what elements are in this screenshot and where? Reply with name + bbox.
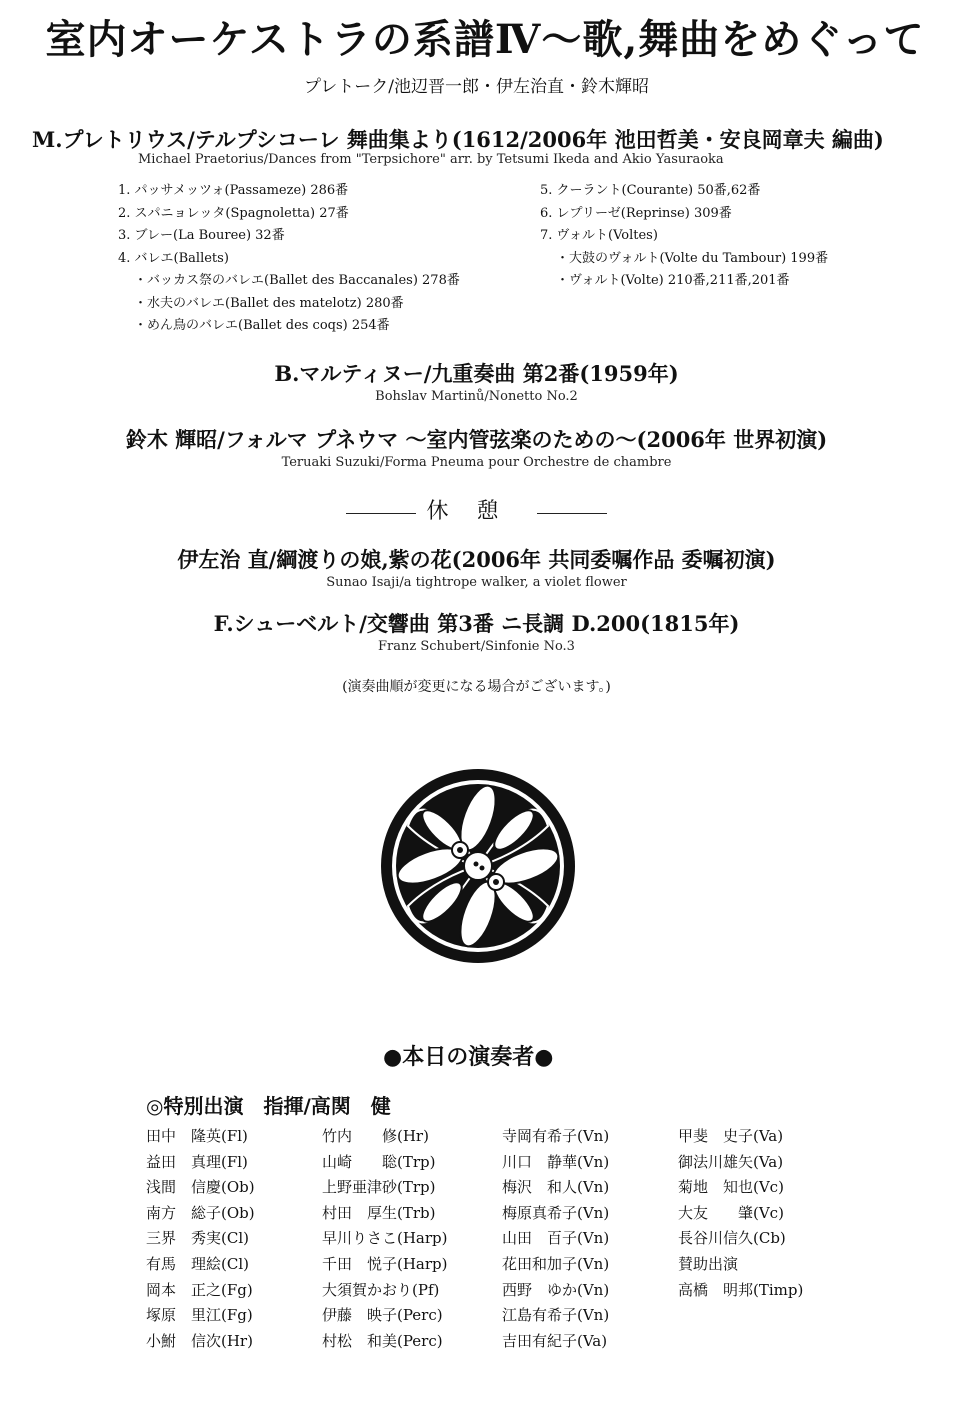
performer-name: 村松 和美(Perc): [322, 1331, 443, 1350]
performer-name: 菊地 知也(Vc): [678, 1178, 784, 1197]
divider: [537, 513, 607, 514]
piece-subtitle-praetorius: Michael Praetorius/Dances from "Terpsichore" arr. by Tetsumi Ikeda and Akio Yasuraoka: [138, 152, 724, 167]
performer-name: 大須賀かおり(Pf): [322, 1280, 440, 1299]
concert-title: 室内オーケストラの系譜Ⅳ～歌,舞曲をめぐって: [45, 16, 925, 63]
performer-name: 梅沢 和人(Vn): [502, 1178, 610, 1197]
performer-name: 有馬 理絵(Cl): [146, 1254, 249, 1273]
performer-name: 竹内 修(Hr): [322, 1127, 429, 1145]
movement-subitem: ・めん鳥のバレエ(Ballet des coqs) 254番: [134, 318, 390, 333]
movement-subitem: ・水夫のバレエ(Ballet des matelotz) 280番: [134, 295, 404, 311]
intermission-label: 休憩: [426, 499, 527, 524]
performer-name: 御法川雄矢(Va): [678, 1152, 784, 1171]
performer-name: 塚原 里江(Fg): [146, 1306, 253, 1325]
piece-title-isaji: 伊左治 直/綱渡りの娘,紫の花(2006年 共同委嘱作品 委嘱初演): [177, 547, 776, 572]
performer-column-1: [146, 1124, 255, 1354]
piece-subtitle-martinu: Bohslav Martinů/Nonetto No.2: [375, 389, 578, 404]
movement-item: 4. バレエ(Ballets): [118, 250, 229, 266]
performer-name: 高橋 明邦(Timp): [678, 1280, 804, 1299]
order-change-note: (演奏曲順が変更になる場合がございます。): [342, 679, 611, 695]
movement-subitem: ・バッカス祭のバレエ(Ballet des Baccanales) 278番: [134, 273, 460, 288]
performer-name: 田中 隆英(Fl): [146, 1127, 248, 1145]
divider: [346, 513, 416, 514]
piece-title-martinu: B.マルティヌー/九重奏曲 第2番(1959年): [274, 361, 679, 386]
special-guest: ◎特別出演 指揮/高関 健: [146, 1094, 391, 1118]
performer-name: 長谷川信久(Cb): [678, 1229, 786, 1248]
performers-heading: ●本日の演奏者●: [383, 1044, 554, 1070]
performer-name: 南方 総子(Ob): [146, 1203, 255, 1222]
performer-name: 浅間 信慶(Ob): [146, 1178, 255, 1197]
movement-item: 6. レプリーゼ(Reprinse) 309番: [540, 205, 732, 221]
piece-subtitle-suzuki: Teruaki Suzuki/Forma Pneuma pour Orchestre de chambre: [281, 455, 672, 470]
performer-name: 梅原真希子(Vn): [502, 1203, 610, 1222]
movement-item: 7. ヴォルト(Voltes): [540, 228, 658, 243]
movement-item: 1. パッサメッツォ(Passameze) 286番: [118, 183, 349, 198]
performer-name: 吉田有紀子(Va): [502, 1331, 608, 1350]
performer-name: 伊藤 映子(Perc): [322, 1306, 443, 1325]
piece-title-praetorius: M.プレトリウス/テルプシコーレ 舞曲集より(1612/2006年 池田哲美・安良岡章夫 編曲): [32, 127, 884, 152]
performer-name: 早川りさこ(Harp): [322, 1229, 448, 1248]
floral-emblem: [378, 766, 578, 966]
performer-name: 西野 ゆか(Vn): [502, 1280, 610, 1299]
performer-name: 岡本 正之(Fg): [146, 1280, 253, 1299]
performer-name: 村田 厚生(Trb): [322, 1203, 436, 1222]
piece-title-suzuki: 鈴木 輝昭/フォルマ プネウマ ～室内管弦楽のための～(2006年 世界初演): [125, 427, 828, 452]
movement-item: 2. スパニョレッタ(Spagnoletta) 27番: [118, 205, 349, 221]
movement-item: 5. クーラント(Courante) 50番,62番: [540, 183, 761, 198]
movement-item: 3. ブレー(La Bouree) 32番: [118, 228, 285, 243]
piece-subtitle-isaji: Sunao Isaji/a tightrope walker, a violet flower: [326, 575, 627, 590]
performer-name: 甲斐 史子(Va): [678, 1127, 784, 1145]
performer-name: 川口 静華(Vn): [502, 1152, 610, 1171]
performer-name: 小鮒 信次(Hr): [146, 1331, 253, 1350]
movement-list-right: [540, 180, 828, 293]
piece-subtitle-schubert: Franz Schubert/Sinfonie No.3: [378, 639, 575, 654]
performer-name: 花田和加子(Vn): [502, 1254, 610, 1273]
supporting-performers-label: 賛助出演: [678, 1254, 739, 1273]
movement-subitem: ・ヴォルト(Volte) 210番,211番,201番: [556, 273, 790, 288]
movement-subitem: ・大鼓のヴォルト(Volte du Tambour) 199番: [556, 250, 829, 266]
performer-column-4: [678, 1124, 803, 1303]
performer-name: 江島有希子(Vn): [502, 1306, 610, 1325]
performer-name: 山田 百子(Vn): [502, 1229, 610, 1248]
piece-title-schubert: F.シューベルト/交響曲 第3番 ニ長調 D.200(1815年): [213, 611, 740, 636]
performer-name: 山崎 聡(Trp): [322, 1152, 436, 1171]
performer-column-3: [502, 1124, 609, 1354]
performer-name: 三界 秀実(Cl): [146, 1229, 249, 1248]
performer-name: 寺岡有希子(Vn): [502, 1127, 610, 1145]
performer-name: 大友 肇(Vc): [678, 1203, 784, 1222]
pre-talk: プレトーク/池辺晋一郎・伊左治直・鈴木輝昭: [303, 77, 650, 97]
intermission: [0, 494, 953, 525]
performer-name: 上野亜津砂(Trp): [322, 1178, 436, 1197]
performer-name: 益田 真理(Fl): [146, 1152, 248, 1171]
performer-name: 千田 悦子(Harp): [322, 1254, 448, 1273]
performer-column-2: [322, 1124, 448, 1354]
movement-list-left: [118, 180, 460, 338]
